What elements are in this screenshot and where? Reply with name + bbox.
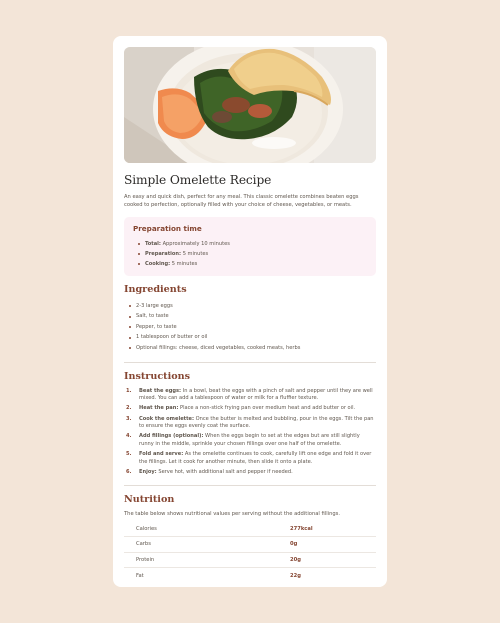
- instruction-step: [124, 416, 376, 431]
- nutrition-label: Protein: [124, 552, 290, 568]
- divider: [124, 362, 376, 363]
- table-row: [124, 552, 376, 568]
- nutrition-label: Fat: [136, 572, 144, 579]
- step-label: Add fillings (optional):: [139, 433, 204, 440]
- nutrition-value: 0g: [290, 537, 376, 553]
- preparation-heading: Preparation time: [133, 224, 202, 233]
- step-label: Enjoy:: [139, 469, 157, 476]
- ingredient-item: Salt, to taste: [136, 311, 376, 322]
- preparation-item-label: Preparation:: [145, 251, 182, 258]
- omelette-image: [124, 47, 376, 163]
- preparation-item: [145, 239, 367, 249]
- ingredients-list: [124, 301, 376, 354]
- instructions-list: [124, 388, 376, 477]
- step-number: 2.: [126, 405, 132, 412]
- nutrition-label: Carbs: [124, 537, 290, 553]
- ingredients-heading: Ingredients: [124, 283, 187, 295]
- step-label: Beat the eggs:: [139, 387, 182, 394]
- recipe-title: Simple Omelette Recipe: [124, 173, 272, 187]
- step-number: 3.: [126, 415, 132, 422]
- nutrition-table: [124, 522, 376, 583]
- step-number: 6.: [126, 469, 132, 476]
- ingredient-item: Optional fillings: cheese, diced vegetables, cooked meats, herbs: [136, 343, 376, 354]
- step-label: Heat the pan:: [139, 405, 179, 412]
- step-number: 1.: [126, 387, 132, 394]
- step-text: [139, 405, 376, 413]
- nutrition-heading: Nutrition: [124, 493, 175, 505]
- table-row: [124, 522, 376, 537]
- instruction-step: [124, 451, 376, 466]
- step-body: Place a non-stick frying pan over medium heat and add butter or oil.: [178, 405, 356, 412]
- ingredient-item: 1 tablespoon of butter or oil: [136, 332, 376, 343]
- divider: [124, 485, 376, 486]
- table-row: [124, 568, 376, 583]
- step-number: 4.: [126, 433, 132, 440]
- step-body: Serve hot, with additional salt and pepper if needed.: [156, 469, 293, 476]
- preparation-item-value: 5 minutes: [170, 261, 198, 268]
- instruction-step: [124, 388, 376, 403]
- ingredients-section: [124, 284, 376, 354]
- step-text: [139, 469, 376, 477]
- instruction-step: [124, 433, 376, 448]
- step-text: [139, 433, 376, 448]
- preparation-item-label: Total:: [145, 241, 161, 247]
- nutrition-value: 277kcal: [290, 522, 376, 537]
- nutrition-value: 22g: [290, 572, 301, 579]
- step-label: Cook the omelette:: [139, 415, 195, 422]
- step-label: Fold and serve:: [139, 451, 184, 458]
- step-text: [139, 451, 376, 466]
- preparation-item: [145, 259, 367, 269]
- preparation-item-value: 5 minutes: [181, 251, 209, 258]
- nutrition-intro: The table below shows nutritional values per serving without the additional fillings.: [124, 510, 341, 517]
- nutrition-label: Calories: [124, 522, 290, 537]
- step-body: When the eggs begin to set at the edges but are still slightly runny in the middle, sprinkle your chosen fillings over one half of the omelette.: [139, 433, 360, 447]
- ingredient-item: 2-3 large eggs: [136, 301, 376, 312]
- ingredient-item: Pepper, to taste: [136, 322, 376, 333]
- instructions-section: [124, 371, 376, 477]
- step-body: In a bowl, beat the eggs with a pinch of salt and pepper until they are well mixed. You can add a tablespoon of water or milk for a fluffier texture.: [139, 387, 373, 402]
- table-row: [124, 537, 376, 553]
- preparation-list: [133, 239, 367, 270]
- recipe-card: [113, 36, 387, 587]
- preparation-item-value: Approximately 10 minutes: [160, 241, 230, 247]
- step-body: Once the butter is melted and bubbling, pour in the eggs. Tilt the pan to ensure the eggs evenly coat the surface.: [139, 415, 374, 430]
- preparation-item-label: Cooking:: [145, 261, 171, 268]
- nutrition-value: 20g: [290, 552, 376, 568]
- preparation-item: [145, 249, 367, 259]
- step-body: As the omelette continues to cook, carefully lift one edge and fold it over the fillings. Let it cook for another minute, then slide it onto a plate.: [139, 451, 372, 465]
- step-number: 5.: [126, 451, 132, 458]
- nutrition-section: [124, 494, 376, 583]
- instructions-heading: Instructions: [124, 370, 191, 382]
- step-text: [139, 388, 376, 403]
- preparation-box: [124, 217, 376, 276]
- instruction-step: [124, 469, 376, 477]
- instruction-step: [124, 405, 376, 413]
- recipe-intro: An easy and quick dish, perfect for any meal. This classic omelette combines beaten eggs cooked to perfection, optionally filled with your choice of cheese, vegetables, or meats.: [124, 194, 359, 208]
- step-text: [139, 416, 376, 431]
